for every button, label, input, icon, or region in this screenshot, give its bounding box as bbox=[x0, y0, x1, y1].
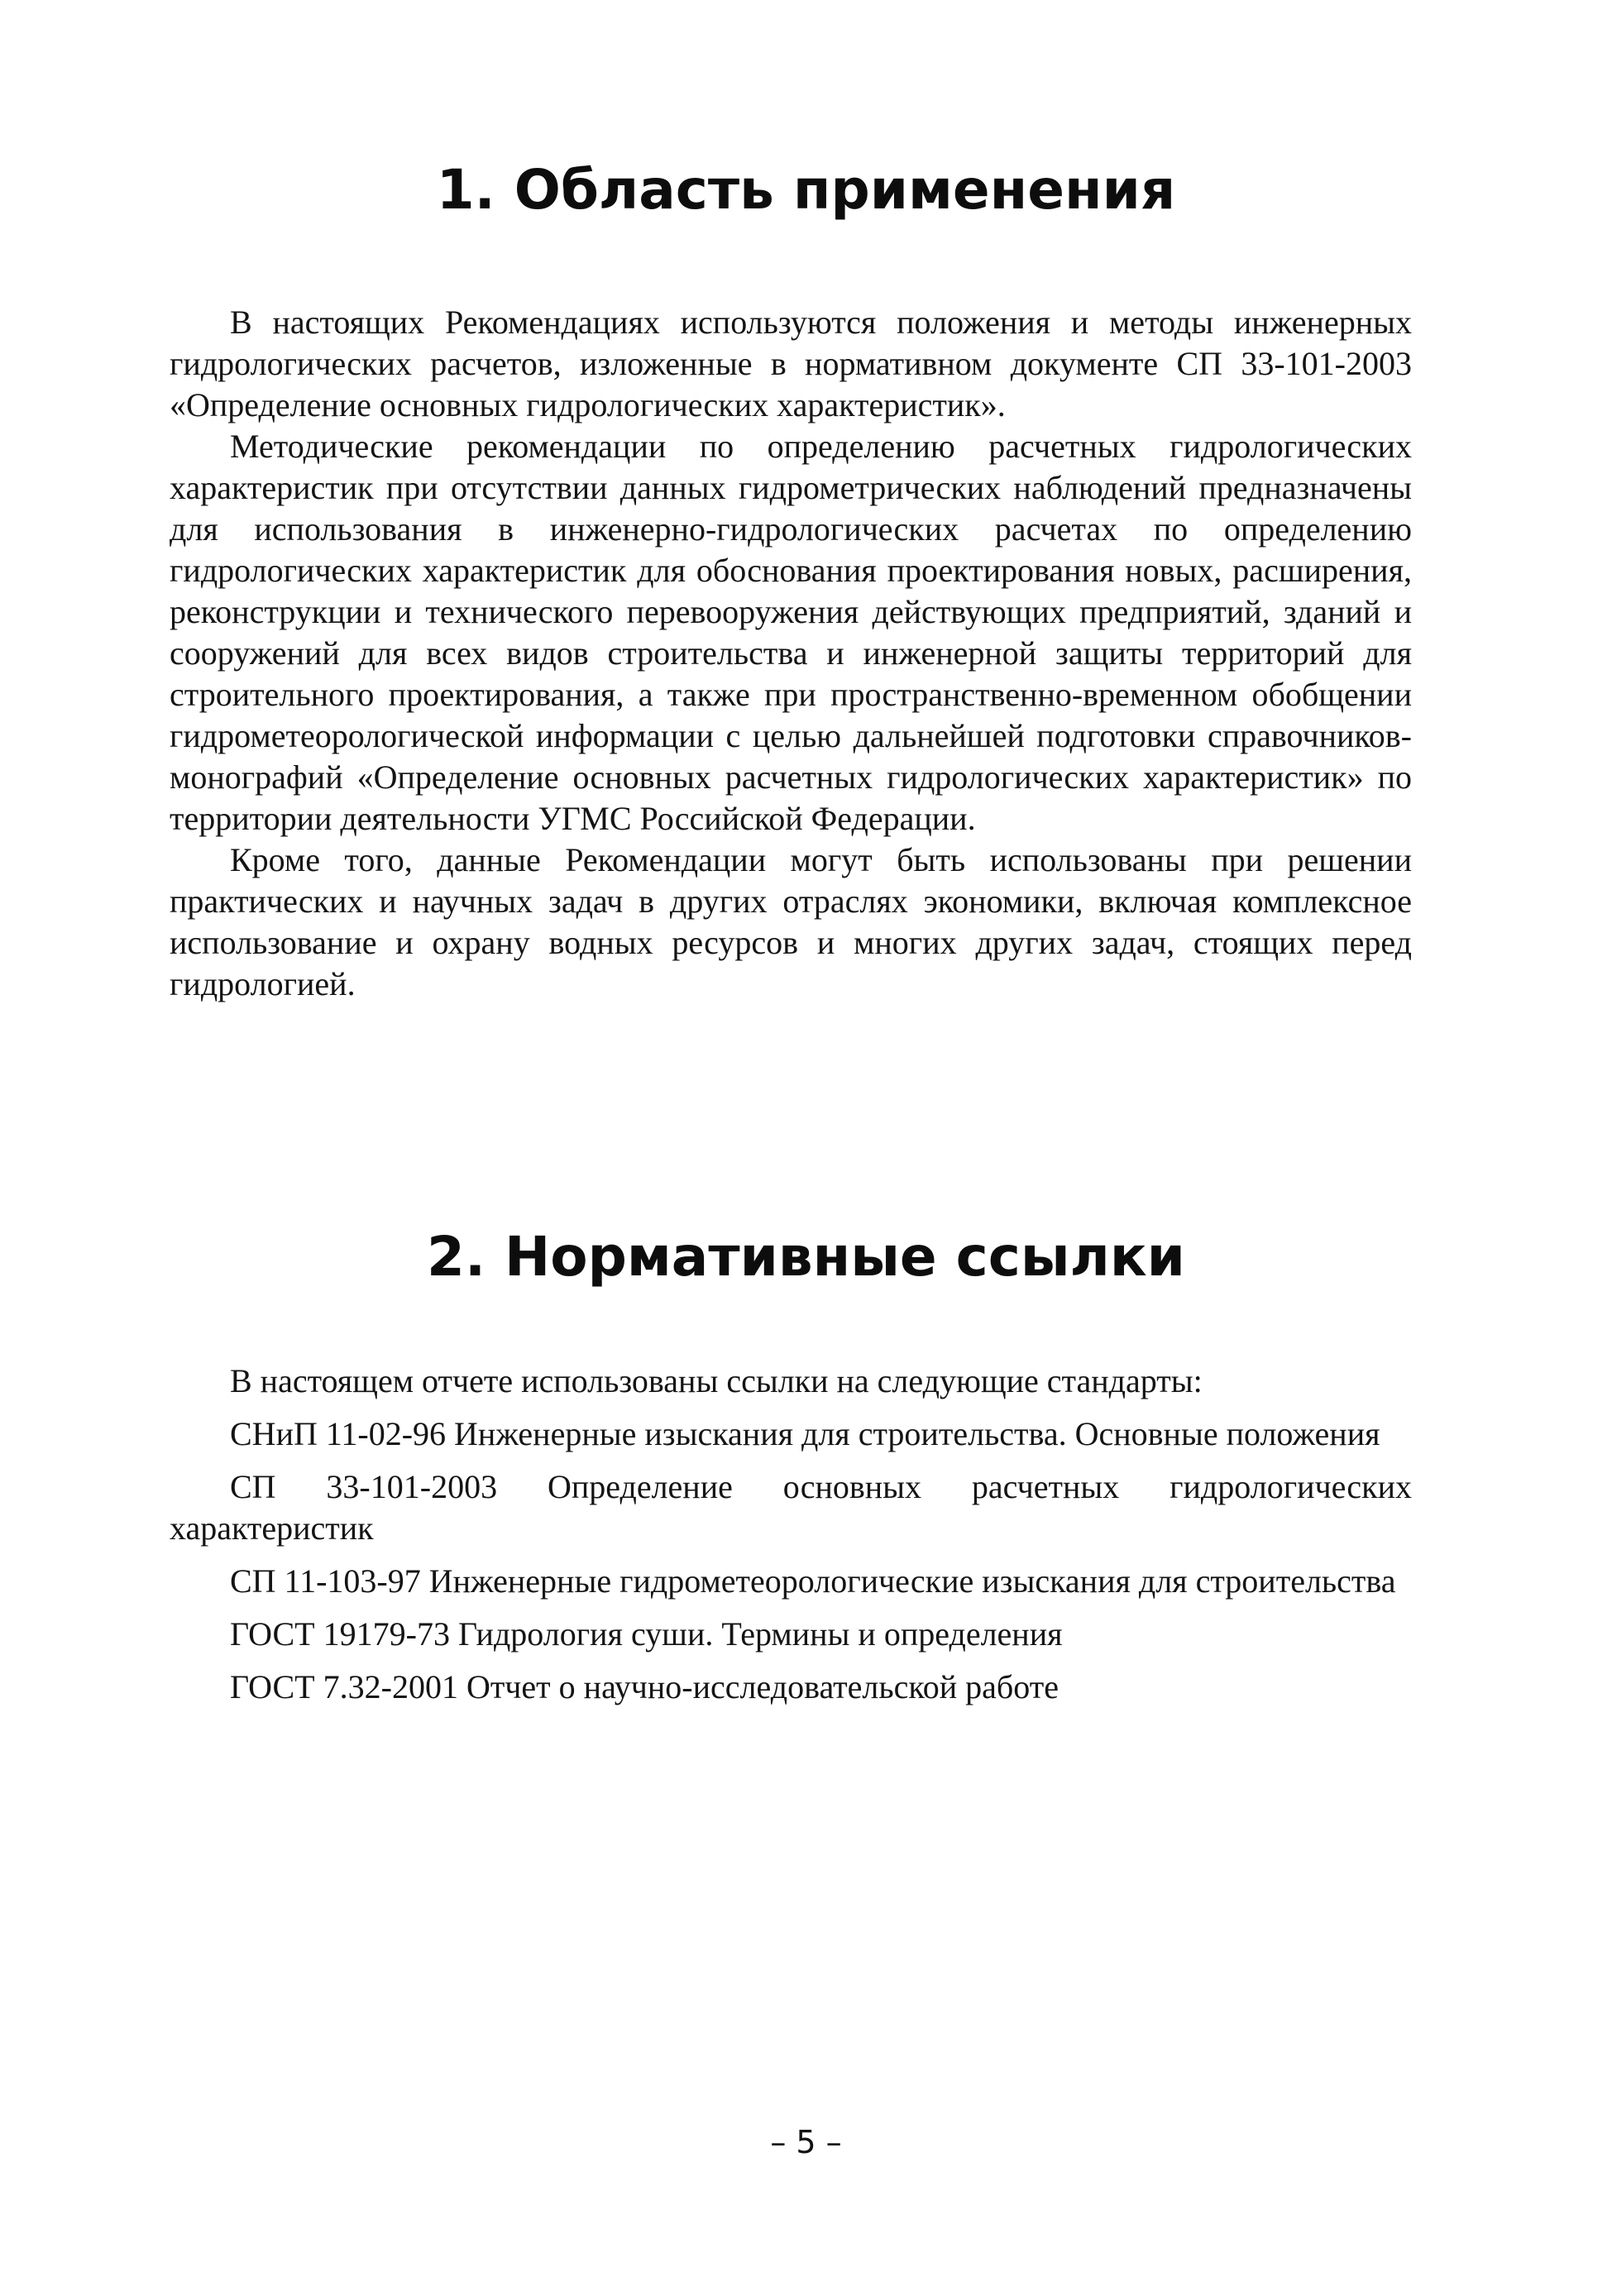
section-2-body bbox=[170, 1361, 1412, 1708]
section-1-paragraph: В настоящих Рекомендациях используются положения и методы инженерных гидрологических расчетов, изложенные в нормативном документе СП 33-101-2003 «Определение основных гидрологических характеристик». bbox=[170, 304, 1412, 423]
section-1-paragraph: Методические рекомендации по определению расчетных гидрологических характеристик при отсутствии данных гидрометрических наблюдений предназначены для использования в инженерно-гидрологических расчетах по определению гидрологических характеристик для обоснования проектирования новых, расширения, реконструкции и технического перевооружения действующих предприятий, зданий и сооружений для всех видов строительства и инженерной защиты территорий для строительного проектирования, а также при пространственно-временном обобщении гидрометеорологической информации с целью дальнейшей подготовки справочников-монографий «Определение основных расчетных гидрологических характеристик» по территории деятельности УГМС Российской Федерации. bbox=[170, 428, 1412, 837]
reference-item: СП 11-103-97 Инженерные гидрометеорологические изыскания для строительства bbox=[230, 1562, 1396, 1600]
section-1-heading: 1. Область применения bbox=[436, 158, 1176, 222]
reference-item: ГОСТ 7.32-2001 Отчет о научно-исследовательской работе bbox=[230, 1668, 1059, 1705]
section-2-heading: 2. Нормативные ссылки bbox=[427, 1225, 1185, 1289]
page-number: – 5 – bbox=[770, 2124, 842, 2160]
reference-item: СНиП 11-02-96 Инженерные изыскания для строительства. Основные положения bbox=[230, 1415, 1380, 1452]
reference-item: ГОСТ 19179-73 Гидрология суши. Термины и определения bbox=[230, 1615, 1063, 1653]
section-1-body bbox=[170, 302, 1412, 1005]
references-intro: В настоящем отчете использованы ссылки на следующие стандарты: bbox=[230, 1362, 1203, 1399]
reference-item: СП 33-101-2003 Определение основных расчетных гидрологических характеристик bbox=[170, 1468, 1412, 1547]
section-1-paragraph: Кроме того, данные Рекомендации могут быть использованы при решении практических и научных задач в других отраслях экономики, включая комплексное использование и охрану водных ресурсов и многих других задач, стоящих перед гидрологией. bbox=[170, 841, 1412, 1002]
